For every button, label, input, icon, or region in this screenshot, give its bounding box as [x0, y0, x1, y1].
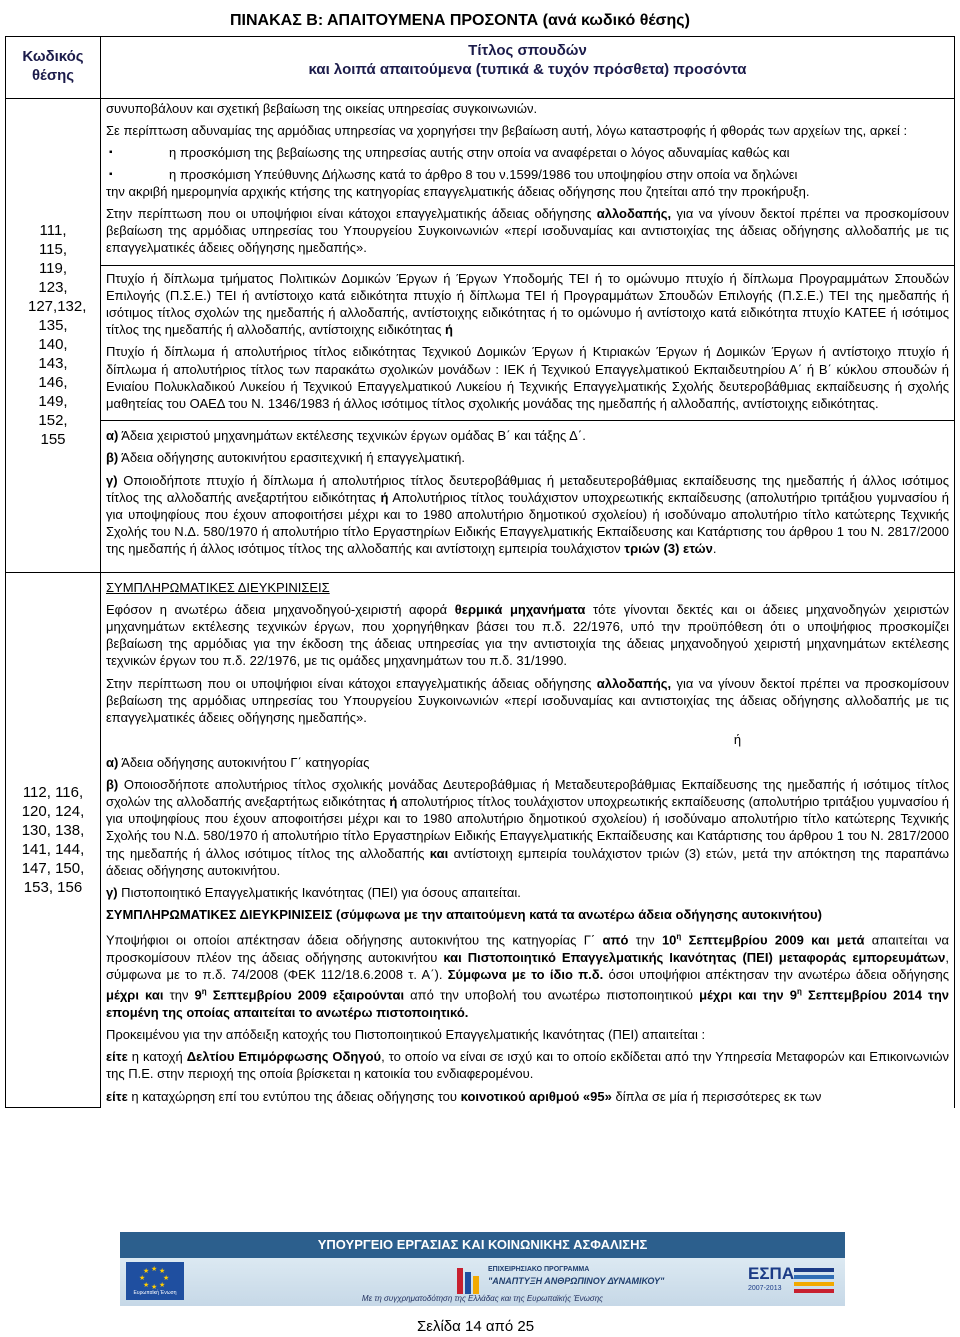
bullet-text: η προσκόμιση της βεβαίωσης της υπηρεσίας αυτής στην οποία να αναφέρεται ο λόγος αδυναμίας καθώς και — [169, 145, 790, 161]
row3-item-a: α) Άδεια χειριστού μηχανημάτων εκτέλεσης τεχνικών έργων ομάδας Β΄ και τάξης Δ΄. — [106, 428, 586, 444]
eu-flag-icon: ★ ★ ★ ★ ★ ★ ★ ★ Ευρωπαϊκή Ένωση — [126, 1262, 184, 1300]
header-code-label: Κωδικός θέσης — [22, 48, 84, 84]
header-title-line2: και λοιπά απαιτούμενα (τυπικά & τυχόν πρόσθετα) προσόντα — [308, 61, 747, 78]
row3-content — [101, 421, 955, 572]
row1-foreign-license: Στην περίπτωση που οι υποψήφιοι είναι κάτοχοι επαγγελματικής άδειας οδήγησης αλλοδαπής, για να γίνουν δεκτοί πρέπει να προσκομίσουν βεβαίωση της αρμόδιας υπηρεσίας του Υπουργείου Συγκοινωνιών «περί ισοδυναμίας και αντιστοιχίας της άδειας οδήγησης αλλοδαπής με τις επαγγελματικές άδειες οδήγησης ημεδαπής». — [106, 206, 949, 256]
row4-content — [101, 572, 955, 1108]
op-logo-icon — [455, 1264, 483, 1298]
bullet-text: η προσκόμιση Υπεύθυνης Δήλωσης κατά το άρθρο 8 του ν.1599/1986 του υποψηφίου στην οποία να δηλώνει — [169, 166, 798, 182]
position-codes-1 — [6, 99, 101, 573]
row4-foreign-license: Στην περίπτωση που οι υποψήφιοι είναι κάτοχοι επαγγελματικής άδειας οδήγησης αλλοδαπής, για να γίνουν δεκτοί πρέπει να προσκομίσουν βεβαίωση της αρμόδιας υπηρεσίας του Υπουργείου Συγκοινωνιών «περί ισοδυναμίας και αντιστοιχίας της άδειας οδήγησης αλλοδαπής με τις επαγγελματικές άδειες οδήγησης ημεδαπής». — [106, 675, 949, 726]
bullet-icon: ▪ — [109, 147, 113, 159]
header-title-line1: Τίτλος σπουδών — [468, 42, 587, 59]
row1-inability: Σε περίπτωση αδυναμίας της αρμόδιας υπηρεσίας να χορηγήσει την βεβαίωση αυτή, λόγω καταστροφής ή φθοράς των αρχείων της, αρκεί : — [106, 123, 908, 139]
requirements-table — [5, 36, 955, 1108]
row1-bullet-1 — [106, 144, 949, 161]
espa-logo: ΕΣΠΑ — [748, 1264, 795, 1283]
espa-years: 2007-2013 — [748, 1285, 782, 1292]
row4-pei: Υποψήφιοι οι οποίοι απέκτησαν άδεια οδήγησης αυτοκινήτου της κατηγορίας Γ΄ από την $10^\eta$ Σεπτεμβρίου 2009 και μετά απαιτείται να προσκομίσουν πλέον της άδειας οδήγησης αυτοκινήτου και Πιστοποιητικό Επαγγελματικής Ικανότητας (ΠΕΙ) μεταφοράς εμπορευμάτων, σύμφωνα με το π.δ. 74/2008 (ΦΕΚ 112/18.6.2008 τ. Α΄). Σύμφωνα με το ίδιο π.δ. όσοι υποψήφιοι απέκτησαν την ανωτέρω άδεια οδήγησης μέχρι και την $9^\eta$ Σεπτεμβρίου 2009 εξαιρούνται από την υποβολή του ανωτέρω πιστοποιητικού μέχρι και την $9^\eta$ Σεπτεμβρίου 2014 την επομένη της οποίας απαιτείται το ανωτέρω πιστοποιητικό. — [106, 932, 950, 1020]
page-number: Σελίδα 14 από 25 — [417, 1318, 535, 1335]
row1-bullet-2-continuation: την ακριβή ημερομηνία αρχικής κτήσης της κατηγορίας επαγγελματικής άδειας οδήγησης που ζητείται από την προκήρυξη. — [106, 183, 810, 199]
row1-bullet-2 — [106, 166, 949, 183]
row4-either-1: είτε η κατοχή Δελτίου Επιμόρφωσης Οδηγού, το οποίο να είναι σε ισχύ και το οποίο εκδίδεται από την Υπηρεσία Μεταφορών και Επικοινωνιών της Π.Ε. στην περιοχή της οποία βρίσκεται η κατοικία του ενδιαφερομένου. — [106, 1049, 949, 1082]
espa-bars-icon — [794, 1266, 834, 1294]
cofunding-slogan: Με τη συγχρηματοδότηση της Ελλάδας και της Ευρωπαϊκής Ένωσης — [361, 1294, 604, 1303]
page-title: ΠΙΝΑΚΑΣ Β: ΑΠΑΙΤΟΥΜΕΝΑ ΠΡΟΣΟΝΤΑ (ανά κωδικό θέσης) — [230, 12, 690, 29]
table-row — [6, 99, 955, 266]
header-title — [101, 37, 955, 99]
row1-content — [101, 99, 955, 266]
table-row — [6, 572, 955, 1108]
row4-pei-proof: Προκειμένου για την απόδειξη κατοχής του Πιστοποιητικού Επαγγελματικής Ικανότητας (ΠΕΙ) απαιτείται : — [106, 1027, 706, 1042]
codes-text-2: 112, 116, 120, 124, 130, 138, 141, 144, 147, 150, 153, 156 — [21, 783, 85, 896]
table-row — [6, 265, 955, 421]
table-row — [6, 421, 955, 572]
table-header-row — [6, 37, 955, 99]
row2-degree: Πτυχίο ή δίπλωμα τμήματος Πολιτικών Δομικών Έργων ή Έργων Υποδομής ΤΕΙ ή το ομώνυμο πτυχίο ή δίπλωμα Προγραμμάτων Σπουδών Επιλογής (Π.Σ.Ε.) ΤΕΙ ή αντίστοιχο κατά ειδικότητα πτυχίο ή δίπλωμα ΤΕΙ ή Προγραμμάτων Σπουδών Επιλογής (Π.Σ.Ε.) ΤΕΙ της ημεδαπής ή ισότιμος τίτλος σχολών της ημεδαπής ή αλλοδαπής, αντίστοιχης ειδικότητας ή το ομώνυμο ή αντίστοιχο κατά ειδικότητα πτυχίο ΚΑΤΕΕ ή ισότιμος τίτλος της ημεδαπής ή αλλοδαπής, αντίστοιχης ειδικότητας ή — [106, 270, 949, 338]
ministry-title: ΥΠΟΥΡΓΕΙΟ ΕΡΓΑΣΙΑΣ ΚΑΙ ΚΟΙΝΩΝΙΚΗΣ ΑΣΦΑΛΙΣΗΣ — [120, 1232, 845, 1258]
supplementary-title-2: ΣΥΜΠΛΗΡΩΜΑΤΙΚΕΣ ΔΙΕΥΚΡΙΝΙΣΕΙΣ (σύμφωνα με την απαιτούμενη κατά τα ανωτέρω άδεια οδήγησης αυτοκινήτου) — [106, 907, 822, 923]
row3-item-c: γ) Οποιοδήποτε πτυχίο ή δίπλωμα ή απολυτήριος τίτλος δευτεροβάθμιας ή μεταδευτεροβάθμιας εκπαίδευσης της ημεδαπής ή άλλος ισότιμος τίτλος της αλλοδαπής ανεξαρτήτου ειδικότητας ή Απολυτήριος τίτλος τουλάχιστον υποχρεωτικής εκπαίδευσης (απολυτήριο τριτάξιου γυμνασίου ή για υποψηφίους που έχουν αποφοιτήσει μέχρι και το 1980 απολυτήριο δημοτικού σχολείου) ή ισοδύναμο απολυτήριο τίτλο κατώτερης Τεχνικής Σχολής του Ν.Δ. 580/1970 ή απολυτήριο τίτλο Εργαστηρίων Ειδικής Επαγγελματικής Εκπαίδευσης και Κατάρτισης του άρθρου 1 του Ν. 2817/2000 της ημεδαπής ή άλλος ισότιμος τίτλος της αλλοδαπής και αντίστοιχη εμπειρία τουλάχιστον τριών (3) ετών. — [106, 472, 950, 557]
row4-exemption: Εφόσον η ανωτέρω άδεια μηχανοδηγού-χειριστή αφορά θερμικά μηχανήματα τότε γίνονται δεκτές και οι άδειες μηχανοδηγών χειριστών μηχανημάτων εκτέλεσης τεχνικών έργων, που χορηγήθηκαν βάσει του π.δ. 22/1976, υπό την προϋπόθεση ότι ο υποψήφιος προσκομίζει βεβαίωση της αρμόδιας για την έκδοση της άδειας υπηρεσίας για την αντιστοιχία της άδειας μηχανοδηγού χειριστή μηχανημάτων εκτέλεσης τεχνικών έργων του π.δ. 22/1976, με τις ομάδες μηχανημάτων του π.δ. 31/1990. — [106, 601, 949, 669]
row4-item-c: γ) Πιστοποιητικό Επαγγελματικής Ικανότητας (ΠΕΙ) για όσους απαιτείται. — [106, 884, 521, 900]
supplementary-title: ΣΥΜΠΛΗΡΩΜΑΤΙΚΕΣ ΔΙΕΥΚΡΙΝΙΣΕΙΣ — [106, 579, 330, 595]
row4-item-b: β) Οποιοσδήποτε απολυτήριος τίτλος σχολικής μονάδας Δευτεροβάθμιας ή Μεταδευτεροβάθμιας Εκπαίδευσης της ημεδαπής ή ισότιμος τίτλος σχολών της αλλοδαπής ανεξαρτήτως ειδικότητας ή απολυτήριος τίτλος τουλάχιστον υποχρεωτικής εκπαίδευσης (απολυτήριο τριτάξιου γυμνασίου ή για υποψηφίους που έχουν αποφοιτήσει μέχρι και το 1980 απολυτήριο δημοτικού σχολείου) ή ισοδύναμο απολυτήριο τίτλο κατώτερης Τεχνικής Σχολής του Ν.Δ. 580/1970 ή απολυτήριο τίτλο Εργαστηρίων Ειδικής Επαγγελματικής Εκπαίδευσης και Κατάρτισης του άρθρου 1 του Ν. 2817/2000 της ημεδαπής ή άλλος ισότιμος τίτλος της αλλοδαπής και αντίστοιχη εμπειρία τουλάχιστον τριών (3) ετών, μετά την απόκτηση της παραπάνω άδειας οδήγησης αυτοκινήτου. — [106, 776, 950, 878]
row4-item-a: α) Άδεια οδήγησης αυτοκινήτου Γ΄ κατηγορίας — [106, 754, 370, 770]
row4-either-2: είτε η καταχώρηση επί του εντύπου της άδειας οδήγησης του κοινοτικού αριθμού «95» δίπλα σε μία ή περισσότερες εκ των — [106, 1088, 822, 1104]
row3-item-b: β) Άδεια οδήγησης αυτοκινήτου ερασιτεχνική ή επαγγελματική. — [106, 450, 465, 466]
codes-text-1: 111, 115, 119, 123, 127,132, 135, 140, 143, 146, 149, 152, 155 — [28, 222, 87, 449]
or-separator: ή — [733, 732, 742, 748]
row2-content — [101, 265, 955, 421]
row1-intro: συνυποβάλουν και σχετική βεβαίωση της οικείας υπηρεσίας συγκοινωνιών. — [106, 101, 538, 116]
position-codes-2 — [6, 572, 101, 1108]
op-title-line2: "ΑΝΑΠΤΥΞΗ ΑΝΘΡΩΠΙΝΟΥ ΔΥΝΑΜΙΚΟΥ" — [488, 1276, 665, 1286]
op-title-line1: ΕΠΙΧΕΙΡΗΣΙΑΚΟ ΠΡΟΓΡΑΜΜΑ — [488, 1266, 590, 1273]
bullet-icon: ▪ — [109, 168, 113, 180]
footer-banner — [120, 1232, 845, 1306]
row2-diploma: Πτυχίο ή δίπλωμα ή απολυτήριος τίτλος ειδικότητας Τεχνικού Δομικών Έργων ή Κτιριακών Έργων ή Δομικών Έργων ή αντίστοιχο πτυχίο ή δίπλωμα ή απολυτήριος τίτλος των παρακάτω σχολικών μονάδων : ΙΕΚ ή Τεχνικού Επαγγελματικού Εκπαιδευτηρίου Α΄ ή Β΄ κύκλου σπουδών ή Ενιαίου Πολυκλαδικού Λυκείου ή Τεχνικού Επαγγελματικού Λυκείου ή Τεχνικής Επαγγελματικής Σχολής δευτεροβάθμιας εκπαίδευσης ή σχολής μαθητείας του ΟΑΕΔ του Ν. 1346/1983 ή άλλος ισότιμος τίτλος σχολικής μονάδας της ημεδαπής ή αλλοδαπής, αντίστοιχης ειδικότητας. — [106, 344, 949, 412]
logos-strip — [120, 1258, 845, 1306]
header-code — [6, 37, 101, 99]
eu-caption: Ευρωπαϊκή Ένωση — [133, 1290, 177, 1296]
